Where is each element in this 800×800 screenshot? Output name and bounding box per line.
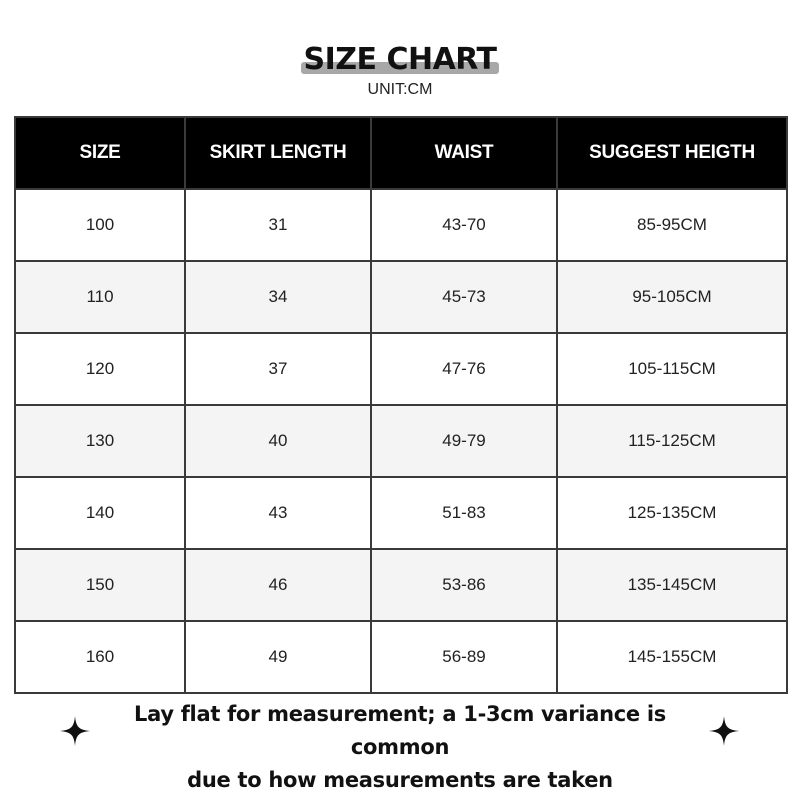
column-header-size: SIZE xyxy=(15,117,185,189)
cell-skirt-length: 40 xyxy=(185,405,371,477)
table-row xyxy=(15,549,787,621)
title-wrap xyxy=(303,40,496,80)
cell-waist: 43-70 xyxy=(371,189,557,261)
column-header-suggest-height: SUGGEST HEIGTH xyxy=(557,117,787,189)
unit-label: UNIT:CM xyxy=(367,81,433,98)
four-point-star-icon xyxy=(709,716,739,746)
four-point-star-icon xyxy=(60,716,90,746)
cell-size: 160 xyxy=(15,621,185,693)
cell-suggest-height: 145-155CM xyxy=(557,621,787,693)
cell-waist: 47-76 xyxy=(371,333,557,405)
column-header-skirt-length: SKIRT LENGTH xyxy=(185,117,371,189)
column-header-waist: WAIST xyxy=(371,117,557,189)
cell-size: 100 xyxy=(15,189,185,261)
cell-size: 120 xyxy=(15,333,185,405)
cell-skirt-length: 46 xyxy=(185,549,371,621)
cell-size: 110 xyxy=(15,261,185,333)
cell-skirt-length: 49 xyxy=(185,621,371,693)
table-header-row xyxy=(15,117,787,189)
cell-skirt-length: 43 xyxy=(185,477,371,549)
cell-size: 140 xyxy=(15,477,185,549)
measurement-note xyxy=(100,698,700,797)
cell-skirt-length: 37 xyxy=(185,333,371,405)
table-row xyxy=(15,261,787,333)
cell-suggest-height: 105-115CM xyxy=(557,333,787,405)
table-row xyxy=(15,333,787,405)
table-row xyxy=(15,405,787,477)
page-title: SIZE CHART xyxy=(303,42,497,77)
cell-skirt-length: 31 xyxy=(185,189,371,261)
measurement-note-line-1: Lay flat for measurement; a 1-3cm variance is common xyxy=(134,702,666,759)
measurement-note-line-2: due to how measurements are taken xyxy=(187,768,613,792)
cell-waist: 56-89 xyxy=(371,621,557,693)
cell-waist: 49-79 xyxy=(371,405,557,477)
size-table xyxy=(14,116,788,694)
cell-size: 150 xyxy=(15,549,185,621)
cell-skirt-length: 34 xyxy=(185,261,371,333)
cell-suggest-height: 115-125CM xyxy=(557,405,787,477)
cell-waist: 51-83 xyxy=(371,477,557,549)
table-row xyxy=(15,189,787,261)
cell-waist: 53-86 xyxy=(371,549,557,621)
cell-suggest-height: 125-135CM xyxy=(557,477,787,549)
table-row xyxy=(15,477,787,549)
chart-header xyxy=(0,40,800,99)
cell-suggest-height: 85-95CM xyxy=(557,189,787,261)
cell-suggest-height: 95-105CM xyxy=(557,261,787,333)
table-row xyxy=(15,621,787,693)
cell-suggest-height: 135-145CM xyxy=(557,549,787,621)
cell-waist: 45-73 xyxy=(371,261,557,333)
cell-size: 130 xyxy=(15,405,185,477)
